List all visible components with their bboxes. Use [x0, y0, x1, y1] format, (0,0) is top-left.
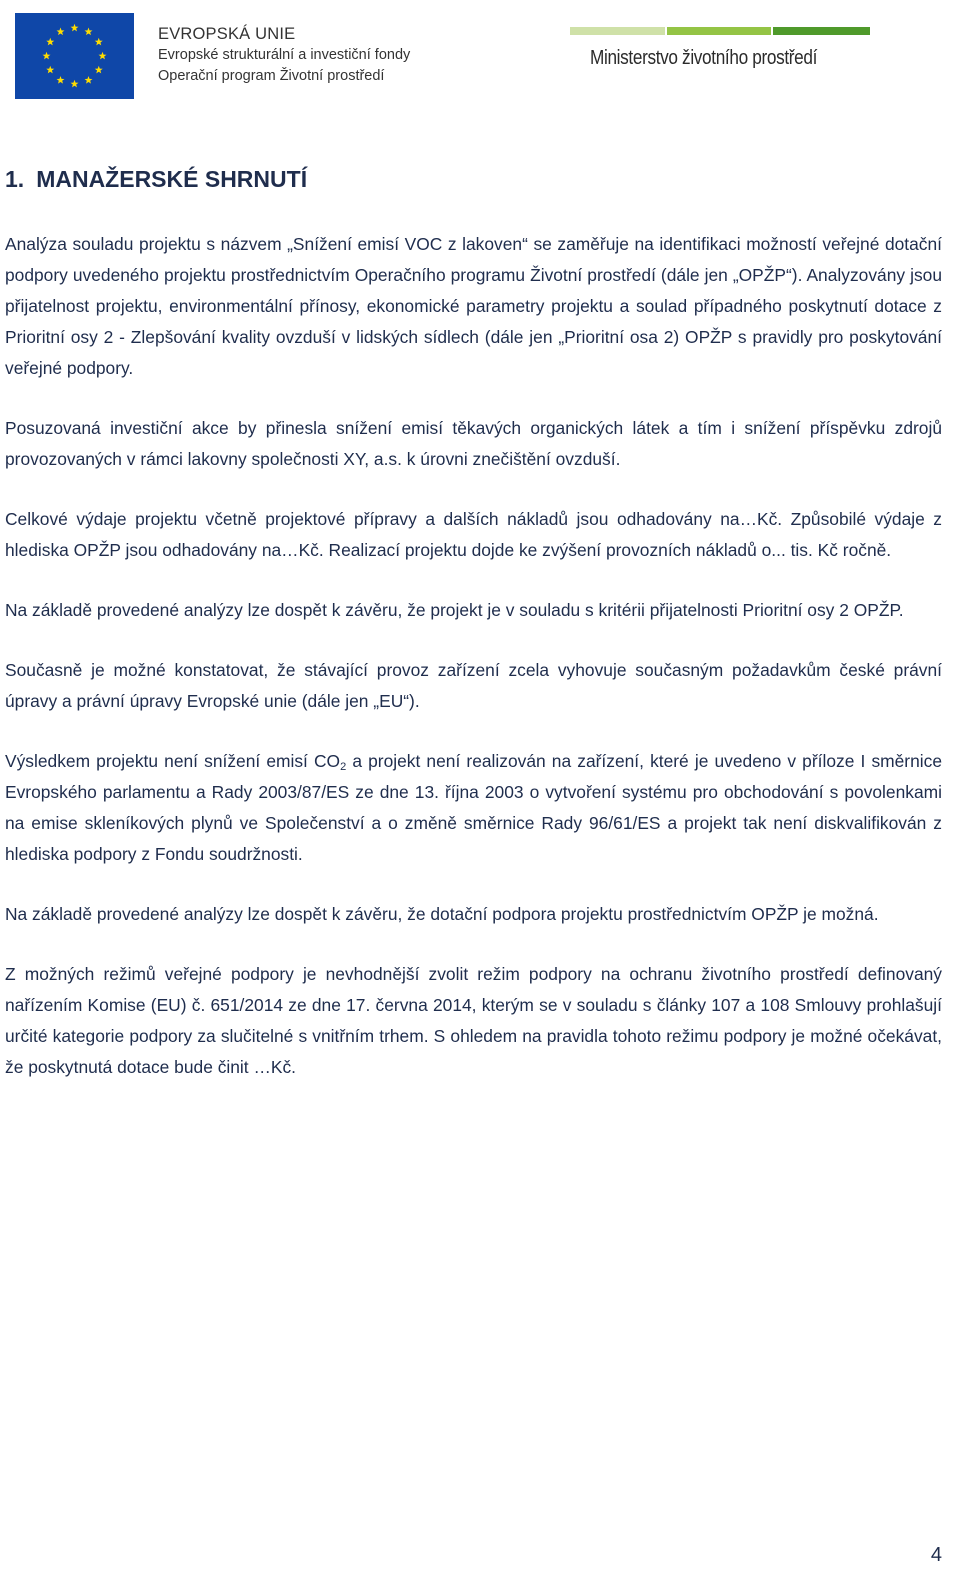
ministry-bar-light	[570, 27, 665, 35]
eu-star-icon	[71, 24, 79, 32]
eu-logo-line2: Evropské strukturální a investiční fondy	[158, 47, 411, 63]
eu-star-icon	[95, 38, 103, 46]
paragraph-4: Na základě provedené analýzy lze dospět k závěru, že projekt je v souladu s kritérii přijatelnosti Prioritní osy 2 OPŽP.	[5, 600, 904, 620]
eu-star-icon	[95, 66, 103, 74]
eu-star-icon	[57, 28, 65, 36]
summary-body	[5, 229, 942, 1112]
section-heading	[5, 166, 307, 193]
eu-star-icon	[85, 28, 93, 36]
ministry-bar-mid	[667, 27, 771, 35]
paragraph-5: Současně je možné konstatovat, že stávající provoz zařízení zcela vyhovuje současným požadavkům české právní úpravy a právní úpravy Evropské unie (dále jen „EU“).	[5, 660, 942, 711]
paragraph-7: Na základě provedené analýzy lze dospět k závěru, že dotační podpora projektu prostřednictvím OPŽP je možná.	[5, 904, 879, 924]
section-number: 1.	[5, 166, 25, 192]
paragraph-2: Posuzovaná investiční akce by přinesla snížení emisí těkavých organických látek a tím i snížení příspěvku zdrojů provozovaných v rámci lakovny společnosti XY, a.s. k úrovni znečištění ovzduší.	[5, 418, 942, 469]
paragraph-6-start: Výsledkem projektu není snížení emisí CO	[5, 751, 341, 771]
co2-subscript: 2	[340, 761, 347, 773]
paragraph-6	[5, 746, 942, 870]
eu-logo-title: EVROPSKÁ UNIE	[158, 25, 296, 43]
eu-flag-icon	[15, 13, 134, 99]
page-header	[0, 0, 960, 110]
eu-star-icon	[43, 52, 51, 60]
page-number: 4	[930, 1544, 942, 1566]
eu-star-icon	[57, 76, 65, 84]
eu-star-icon	[46, 66, 54, 74]
eu-star-icon	[99, 52, 107, 60]
ministry-logo	[570, 27, 870, 87]
paragraph-6-end: a projekt není realizován na zařízení, které je uvedeno v příloze I směrnice Evropského parlamentu a Rady 2003/87/ES ze dne 13. října 2003 o vytvoření systému pro obchodování s povolenkami na emise skleníkových plynů ve Společenství a o změně směrnice Rady 96/61/ES a projekt tak není diskvalifikován z hlediska podpory z Fondu soudržnosti.	[5, 751, 942, 864]
eu-star-icon	[71, 80, 79, 88]
ministry-name: Ministerstvo životního prostředí	[590, 47, 818, 69]
eu-star-icon	[46, 38, 54, 46]
ministry-bar-dark	[773, 27, 870, 35]
paragraph-8: Z možných režimů veřejné podpory je nevhodnější zvolit režim podpory na ochranu životního prostředí definovaný nařízením Komise (EU) č. 651/2014 ze dne 17. června 2014, kterým se v souladu s články 107 a 108 Smlouvy prohlašují určité kategorie podpory za slučitelné s vnitřním trhem. S ohledem na pravidla tohoto režimu podpory je možné očekávat, že poskytnutá dotace bude činit …Kč.	[5, 964, 942, 1077]
eu-logo-text	[158, 24, 410, 87]
section-title: MANAŽERSKÉ SHRNUTÍ	[36, 166, 308, 192]
eu-star-icon	[85, 76, 93, 84]
paragraph-1: Analýza souladu projektu s názvem „Snížení emisí VOC z lakoven“ se zaměřuje na identifikaci možností veřejné dotační podpory uvedeného projektu prostřednictvím Operačního programu Životní prostředí (dále jen „OPŽP“). Analyzovány jsou přijatelnost projektu, environmentální přínosy, ekonomické parametry projektu a soulad případného poskytnutí dotace z Prioritní osy 2 - Zlepšování kvality ovzduší v lidských sídlech (dále jen „Prioritní osa 2) OPŽP s pravidly pro poskytování veřejné podpory.	[5, 234, 942, 378]
eu-logo-line3: Operační program Životní prostředí	[158, 68, 385, 84]
paragraph-3: Celkové výdaje projektu včetně projektové přípravy a dalších nákladů jsou odhadovány na…Kč. Způsobilé výdaje z hlediska OPŽP jsou odhadovány na…Kč. Realizací projektu dojde ke zvýšení provozních nákladů o... tis. Kč ročně.	[5, 509, 942, 560]
